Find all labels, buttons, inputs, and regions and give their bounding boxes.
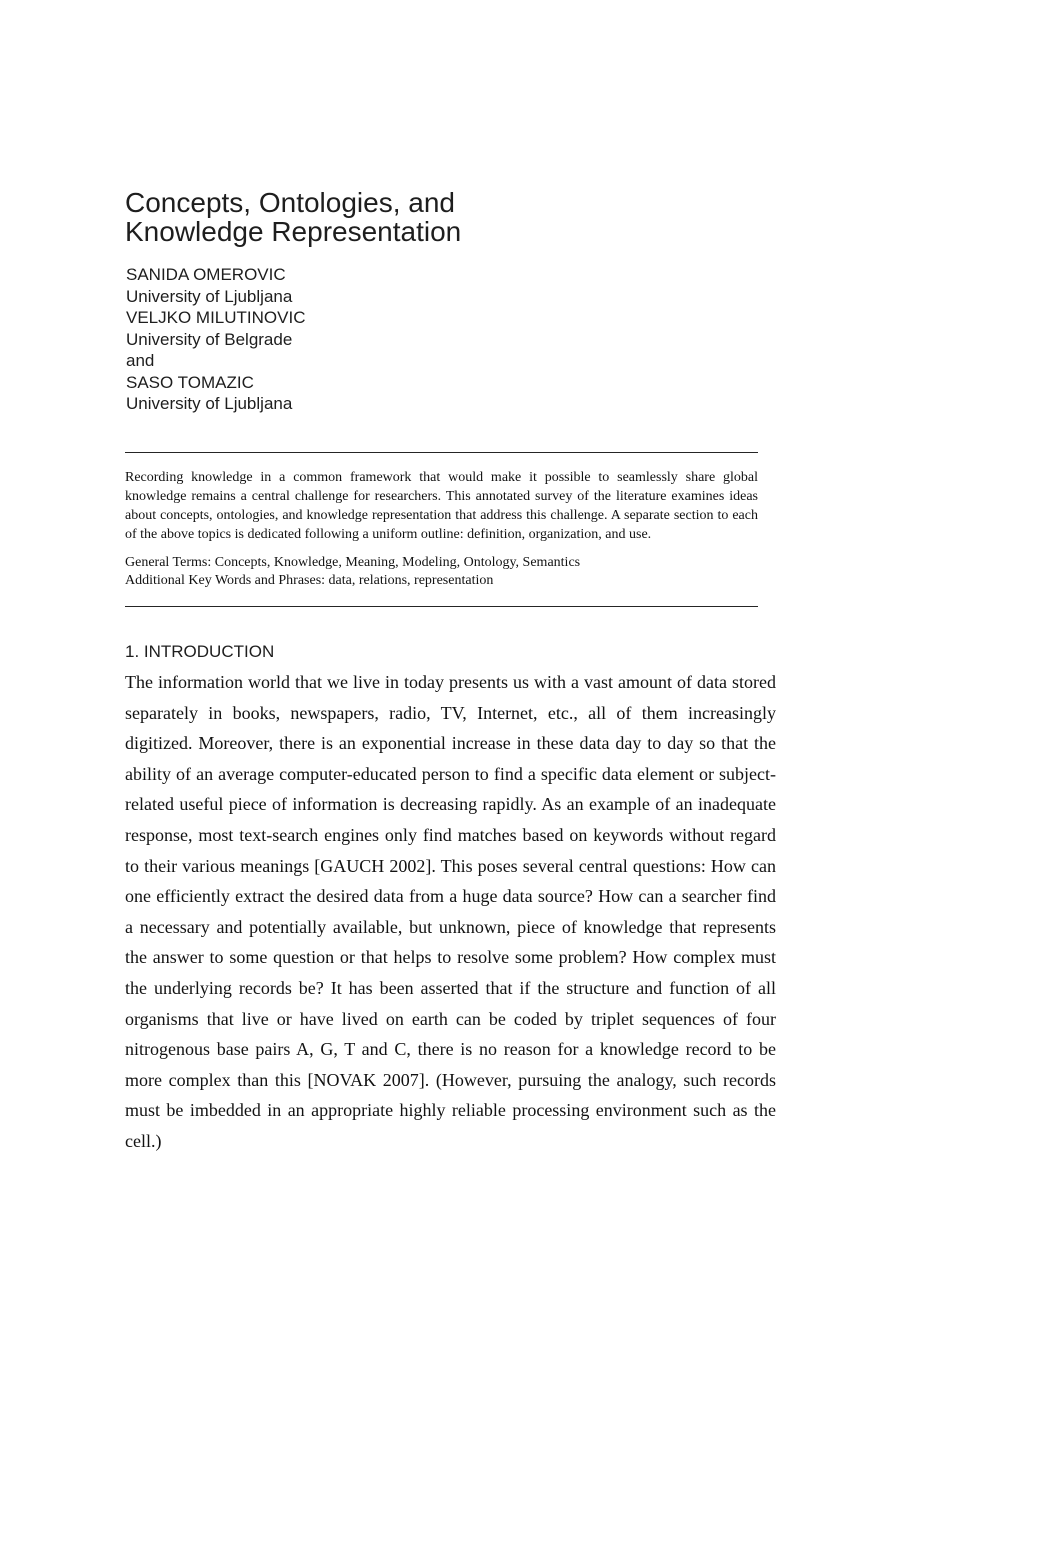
- separator-rule-top: [125, 452, 758, 453]
- keywords: Additional Key Words and Phrases: data, relations, representation: [125, 572, 494, 588]
- author-name: SASO TOMAZIC: [126, 372, 254, 392]
- paper-title-line-1: Concepts, Ontologies, and: [125, 187, 455, 218]
- author-affiliation: University of Ljubljana: [126, 286, 293, 306]
- abstract-text: Recording knowledge in a common framework that would make it possible to seamlessly share global knowledge remains a central challenge for researchers. This annotated survey of the literature examines ideas about concepts, ontologies, and knowledge representation that address this challenge. A separate section to each of the above topics is dedicated following a uniform outline: definition, organization, and use.: [125, 470, 758, 542]
- separator-rule-bottom: [125, 606, 758, 607]
- paper-title-line-2: Knowledge Representation: [125, 216, 462, 247]
- author-connector: and: [126, 351, 155, 370]
- author-affiliation: University of Belgrade: [126, 329, 293, 349]
- author-block: [126, 264, 305, 415]
- author-affiliation: University of Ljubljana: [126, 394, 293, 413]
- general-terms: General Terms: Concepts, Knowledge, Meaning, Modeling, Ontology, Semantics: [125, 555, 581, 570]
- introduction-paragraph: The information world that we live in today presents us with a vast amount of data stored separately in books, newspapers, radio, TV, Internet, etc., all of them increasingly digitized. Moreover, there is an exponential increase in these data day to day so that the ability of an average computer-educated person to find a specific data element or subject-related useful piece of information is decreasing rapidly. As an example of an inadequate response, most text-search engines only find matches based on keywords without regard to their various meanings [GAUCH 2002]. This poses several central questions: How can one efficiently extract the desired data from a huge data source? How can a searcher find a necessary and potentially available, but unknown, piece of knowledge that represents the answer to some question or that helps to resolve some problem? How complex must the underlying records be? It has been asserted that if the structure and function of all organisms that live or have lived on earth can be coded by triplet sequences of four nitrogenous base pairs A, G, T and C, there is no reason for a knowledge record to be more complex than this [NOVAK 2007]. (However, pursuing the analogy, such records must be imbedded in an appropriate highly reliable processing environment such as the cell.): [125, 672, 776, 1151]
- terms-block: [125, 554, 758, 589]
- author-name: VELJKO MILUTINOVIC: [126, 308, 306, 327]
- author-name: SANIDA OMEROVIC: [126, 265, 286, 284]
- paper-title: [125, 188, 461, 246]
- section-heading-introduction: 1. INTRODUCTION: [125, 642, 275, 661]
